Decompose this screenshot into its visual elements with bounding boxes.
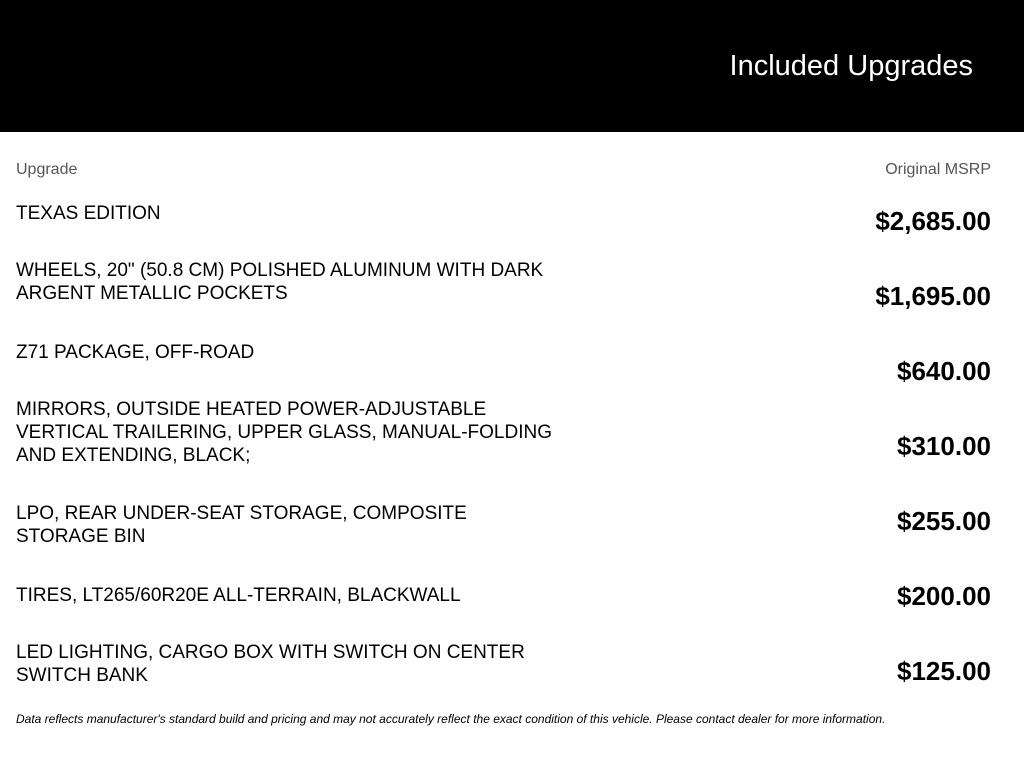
upgrade-price: $310.00 (897, 431, 991, 461)
upgrade-column-header: Upgrade (16, 161, 78, 178)
upgrade-price: $125.00 (897, 656, 991, 686)
upgrade-price: $2,685.00 (875, 206, 991, 236)
upgrade-name: Z71 PACKAGE, OFF-ROAD (16, 342, 255, 363)
upgrade-name: TEXAS EDITION (16, 203, 161, 224)
page-title: Included Upgrades (729, 50, 973, 82)
upgrade-price: $200.00 (897, 581, 991, 611)
upgrade-name: TIRES, LT265/60R20E ALL-TERRAIN, BLACKWALL (16, 585, 461, 606)
upgrade-name: LPO, REAR UNDER-SEAT STORAGE, COMPOSITE STORAGE BIN (16, 503, 467, 547)
upgrade-price: $255.00 (897, 506, 991, 536)
disclaimer-text: Data reflects manufacturer's standard build and pricing and may not accurately reflect the exact condition of this vehicle. Please contact dealer for more information. (16, 712, 886, 726)
header-banner (0, 0, 1024, 132)
upgrade-name: MIRRORS, OUTSIDE HEATED POWER-ADJUSTABLE VERTICAL TRAILERING, UPPER GLASS, MANUAL-FOLDING AND EXTENDING, BLACK; (16, 399, 552, 466)
upgrade-price: $640.00 (897, 356, 991, 386)
upgrade-name: LED LIGHTING, CARGO BOX WITH SWITCH ON CENTER SWITCH BANK (16, 642, 525, 686)
upgrade-name: WHEELS, 20" (50.8 CM) POLISHED ALUMINUM WITH DARK ARGENT METALLIC POCKETS (16, 260, 544, 304)
msrp-column-header: Original MSRP (885, 161, 991, 178)
upgrade-price: $1,695.00 (875, 281, 991, 311)
